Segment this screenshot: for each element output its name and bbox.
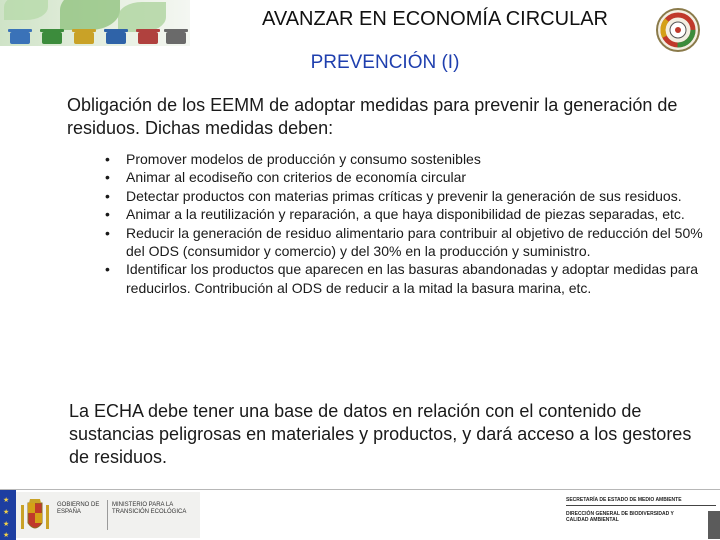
circular-economy-seal-icon — [654, 6, 702, 54]
direccion-label: DIRECCIÓN GENERAL DE BIODIVERSIDAD Y CALIDAD AMBIENTAL — [566, 511, 674, 523]
bullet-marker: • — [105, 187, 110, 204]
list-item — [105, 168, 715, 186]
list-item-text: Animar al ecodiseño con criterios de economía circular — [126, 169, 467, 186]
footer-accent-bar — [708, 511, 720, 539]
list-item-text: Promover modelos de producción y consumo sostenibles — [126, 151, 481, 167]
ministerio-label: MINISTERIO PARA LA TRANSICIÓN ECOLÓGICA — [112, 502, 187, 515]
intro-paragraph: Obligación de los EEMM de adoptar medidas para prevenir la generación de residuos. Dichas medidas deben: — [67, 95, 678, 138]
list-item — [105, 224, 715, 261]
list-item-text: Animar a la reutilización y reparación, a que haya disponibilidad de piezas separadas, etc. — [126, 206, 685, 223]
eu-stars-strip: ★ ★ ★ ★ — [0, 490, 16, 540]
gobierno-label: GOBIERNO DE ESPAÑA — [57, 502, 100, 515]
recycling-banner — [0, 0, 190, 46]
page-title: AVANZAR EN ECONOMÍA CIRCULAR — [262, 8, 608, 30]
bullet-marker: • — [105, 151, 110, 167]
list-item — [105, 187, 715, 205]
footer-separator — [107, 500, 108, 530]
list-item-text: Detectar productos con materias primas críticas y prevenir la generación de sus residuos. — [126, 187, 682, 204]
bullet-marker: • — [105, 224, 110, 241]
list-item — [105, 260, 715, 297]
list-item — [105, 150, 715, 168]
bullet-marker: • — [105, 169, 110, 186]
list-item-text: Identificar los productos que aparecen en las basuras abandonadas y adoptar medidas para reducirlos. Contribución al ODS de reducir a la mitad la basura marina, etc. — [126, 261, 699, 296]
spain-coat-of-arms-icon — [20, 499, 50, 535]
list-item — [105, 205, 715, 223]
list-item-text: Reducir la generación de residuo alimentario para contribuir al objetivo de reducción del 50% del ODS (consumidor y comercio) y del 30% en la producción y suministro. — [126, 224, 703, 260]
slide-subtitle: PREVENCIÓN (I) — [310, 52, 460, 73]
footer-rule — [566, 505, 716, 506]
secretaria-label: SECRETARÍA DE ESTADO DE MEDIO AMBIENTE — [566, 497, 682, 503]
closing-paragraph: La ECHA debe tener una base de datos en relación con el contenido de sustancias peligrosas en materiales y productos, y dará acceso a los gestores de residuos. — [69, 401, 692, 467]
bullet-marker: • — [105, 261, 110, 278]
bullet-marker: • — [105, 206, 110, 223]
footer-divider — [0, 489, 720, 490]
measures-list — [105, 150, 715, 297]
